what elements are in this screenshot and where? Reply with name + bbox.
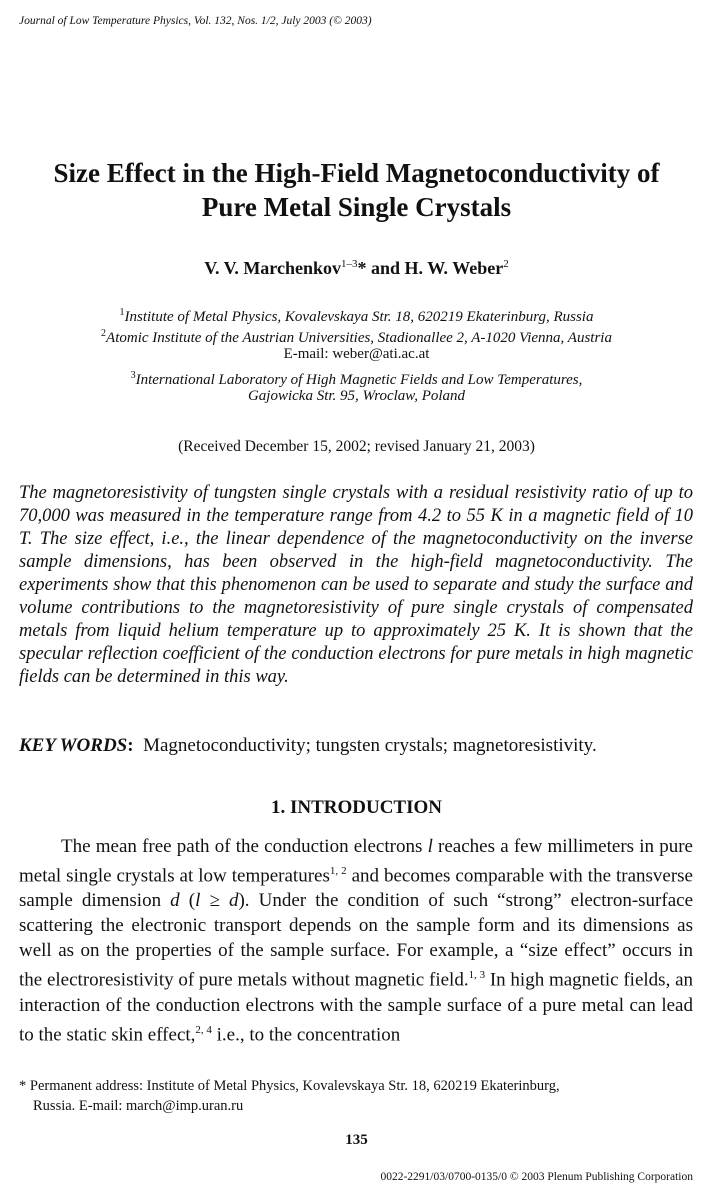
affiliation-1-number: 1 [119,307,125,318]
introduction-body [19,834,693,1047]
citation: 2, 4 [195,1023,212,1036]
intro-text: ( [179,890,196,912]
keywords-text: Magnetoconductivity; tungsten crystals; magnetoresistivity. [143,735,597,756]
affiliation-3-address: Gajowicka Str. 95, Wroclaw, Poland [247,388,466,404]
citation: 1, 3 [468,969,486,982]
author-2-affil: 2 [503,258,509,270]
section-heading: 1. INTRODUCTION [270,797,443,818]
author-1-affil: 1–3 [340,258,358,270]
affiliation-email: E-mail: weber@ati.ac.at [283,346,430,362]
author-2: H. W. Weber [404,258,504,278]
author-star: * [357,258,367,278]
title-line-1: Size Effect in the High-Field Magnetoconductivity of [53,158,660,188]
copyright-line: 0022-2291/03/0700-0135/0 © 2003 Plenum Publishing Corporation [380,1171,693,1183]
author-list [0,258,713,279]
keywords-colon: : [127,735,134,756]
affiliation-3-line-1: International Laboratory of High Magnetic Fields and Low Temperatures, [135,372,583,388]
paper-title [0,156,713,224]
title-line-2: Pure Metal Single Crystals [201,192,512,222]
footnote [19,1076,693,1116]
affiliation-3-number: 3 [130,370,136,381]
keywords-label: KEY WORDS [19,735,128,756]
affiliation-2-number: 2 [101,328,107,339]
condition-expression: l ≥ d [195,890,239,912]
page-number: 135 [345,1132,368,1148]
intro-text: In high magnetic fields, an interaction of the conduction electrons with the sample surface of a pure metal can lead to the static skin effect, [19,969,694,1045]
intro-text: reaches a few millimeters in pure metal single crystals at low temperatures [19,836,693,887]
intro-text: and becomes comparable with the transverse sample dimension [19,865,693,912]
author-and: and [370,258,401,278]
intro-text: i.e., to the concentration [211,1023,401,1045]
symbol-d: d [170,890,180,912]
citation: 1, 2 [329,865,347,877]
footnote-line-2: Russia. E-mail: march@imp.uran.ru [33,1098,244,1114]
footnote-line-1: * Permanent address: Institute of Metal Physics, Kovalevskaya Str. 18, 620219 Ekaterinburg, [19,1078,560,1094]
journal-header: Journal of Low Temperature Physics, Vol. 132, Nos. 1/2, July 2003 (© 2003) [19,15,372,27]
received-dates: (Received December 15, 2002; revised January 21, 2003) [178,438,535,455]
keywords [19,735,597,757]
affiliation-1-text: Institute of Metal Physics, Kovalevskaya Str. 18, 620219 Ekaterinburg, Russia [124,309,594,325]
intro-text: ). Under the condition of such “strong” electron-surface scattering the electronic transport depends on the sample form and its dimensions as well as on the properties of the sample surface. For example, a “size effect” occurs in the electroresistivity of pure metals without magnetic field. [19,890,693,991]
symbol-l: l [427,836,433,857]
abstract: The magnetoresistivity of tungsten single crystals with a residual resistivity ratio of up to 70,000 was measured in the temperature range from 4.2 to 55 K in a magnetic field of 10 T. The size effect, i.e., the linear dependence of the magnetoconductivity on the inverse sample dimensions, has been observed in the high-field magnetoconductivity. The experiments show that this phenomenon can be used to separate and study the surface and volume contributions to the magnetoresistivity of pure single crystals of compensated metals from liquid helium temperature up to approximately 25 K. It is shown that the specular reflection coefficient of the conduction electrons for pure metals in high magnetic fields can be determined in this way. [19,483,693,687]
intro-text: The mean free path of the conduction electrons [61,836,428,857]
affiliation-2-text: Atomic Institute of the Austrian Universities, Stadionallee 2, A-1020 Vienna, Austria [106,330,612,346]
author-1: V. V. Marchenkov [204,258,341,278]
introduction-paragraph [19,834,693,1047]
